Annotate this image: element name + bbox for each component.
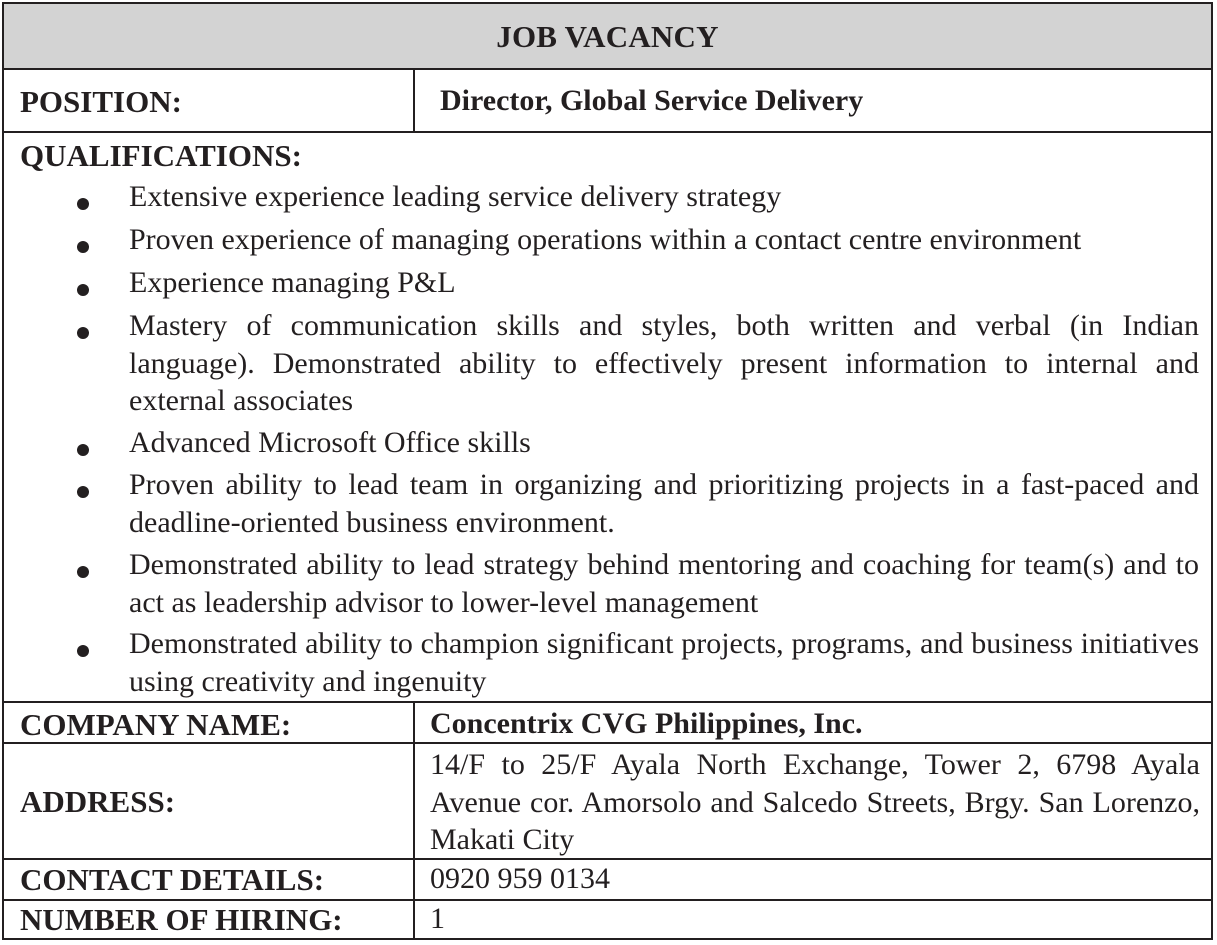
divider [4,742,1211,744]
qualification-text: Proven experience of managing operations within a contact centre environment [129,223,1082,256]
divider [413,701,415,940]
qualification-text: Experience managing P&L [129,266,456,299]
position-label: POSITION: [20,84,182,119]
qualification-text: Demonstrated ability to champion significant projects, programs, and business initiatives using creativity and ingenuity [129,627,1199,698]
page-title: JOB VACANCY [496,19,719,54]
qualification-text: Advanced Microsoft Office skills [129,426,531,459]
address-label: ADDRESS: [20,784,176,819]
qualification-text: Demonstrated ability to lead strategy behind mentoring and coaching for team(s) and to act as leadership advisor to lower-level management [129,548,1199,619]
address-value: 14/F to 25/F Ayala North Exchange, Tower 2, 6798 Ayala Avenue cor. Amorsolo and Salcedo Streets, Brgy. San Lorenzo, Makati City [430,748,1200,856]
hiring-label: NUMBER OF HIRING: [20,902,343,937]
qualification-text: Mastery of communication skills and styles, both written and verbal (in Indian language). Demonstrated ability to effectively present information to internal and external associates [129,309,1199,417]
qualifications-label: QUALIFICATIONS: [20,138,302,173]
bullet-icon [77,566,89,578]
bullet-icon [77,198,89,210]
divider [4,68,1211,70]
bullet-icon [77,284,89,296]
company-value: Concentrix CVG Philippines, Inc. [430,707,863,740]
contact-value: 0920 959 0134 [430,862,610,895]
company-label: COMPANY NAME: [20,707,292,742]
qualification-text: Extensive experience leading service delivery strategy [129,180,782,213]
bullet-icon [77,645,89,657]
qualification-text: Proven ability to lead team in organizing and prioritizing projects in a fast-paced and deadline-oriented business environment. [129,468,1199,539]
divider [4,899,1211,901]
bullet-icon [77,241,89,253]
divider [4,701,1211,703]
divider [4,858,1211,860]
bullet-icon [77,444,89,456]
divider [413,68,415,132]
job-vacancy-sheet [2,2,1213,940]
divider [4,131,1211,133]
title-row [4,4,1211,70]
position-value: Director, Global Service Delivery [440,84,864,117]
bullet-icon [77,486,89,498]
bullet-icon [77,327,89,339]
hiring-value: 1 [430,902,445,935]
contact-label: CONTACT DETAILS: [20,862,325,897]
